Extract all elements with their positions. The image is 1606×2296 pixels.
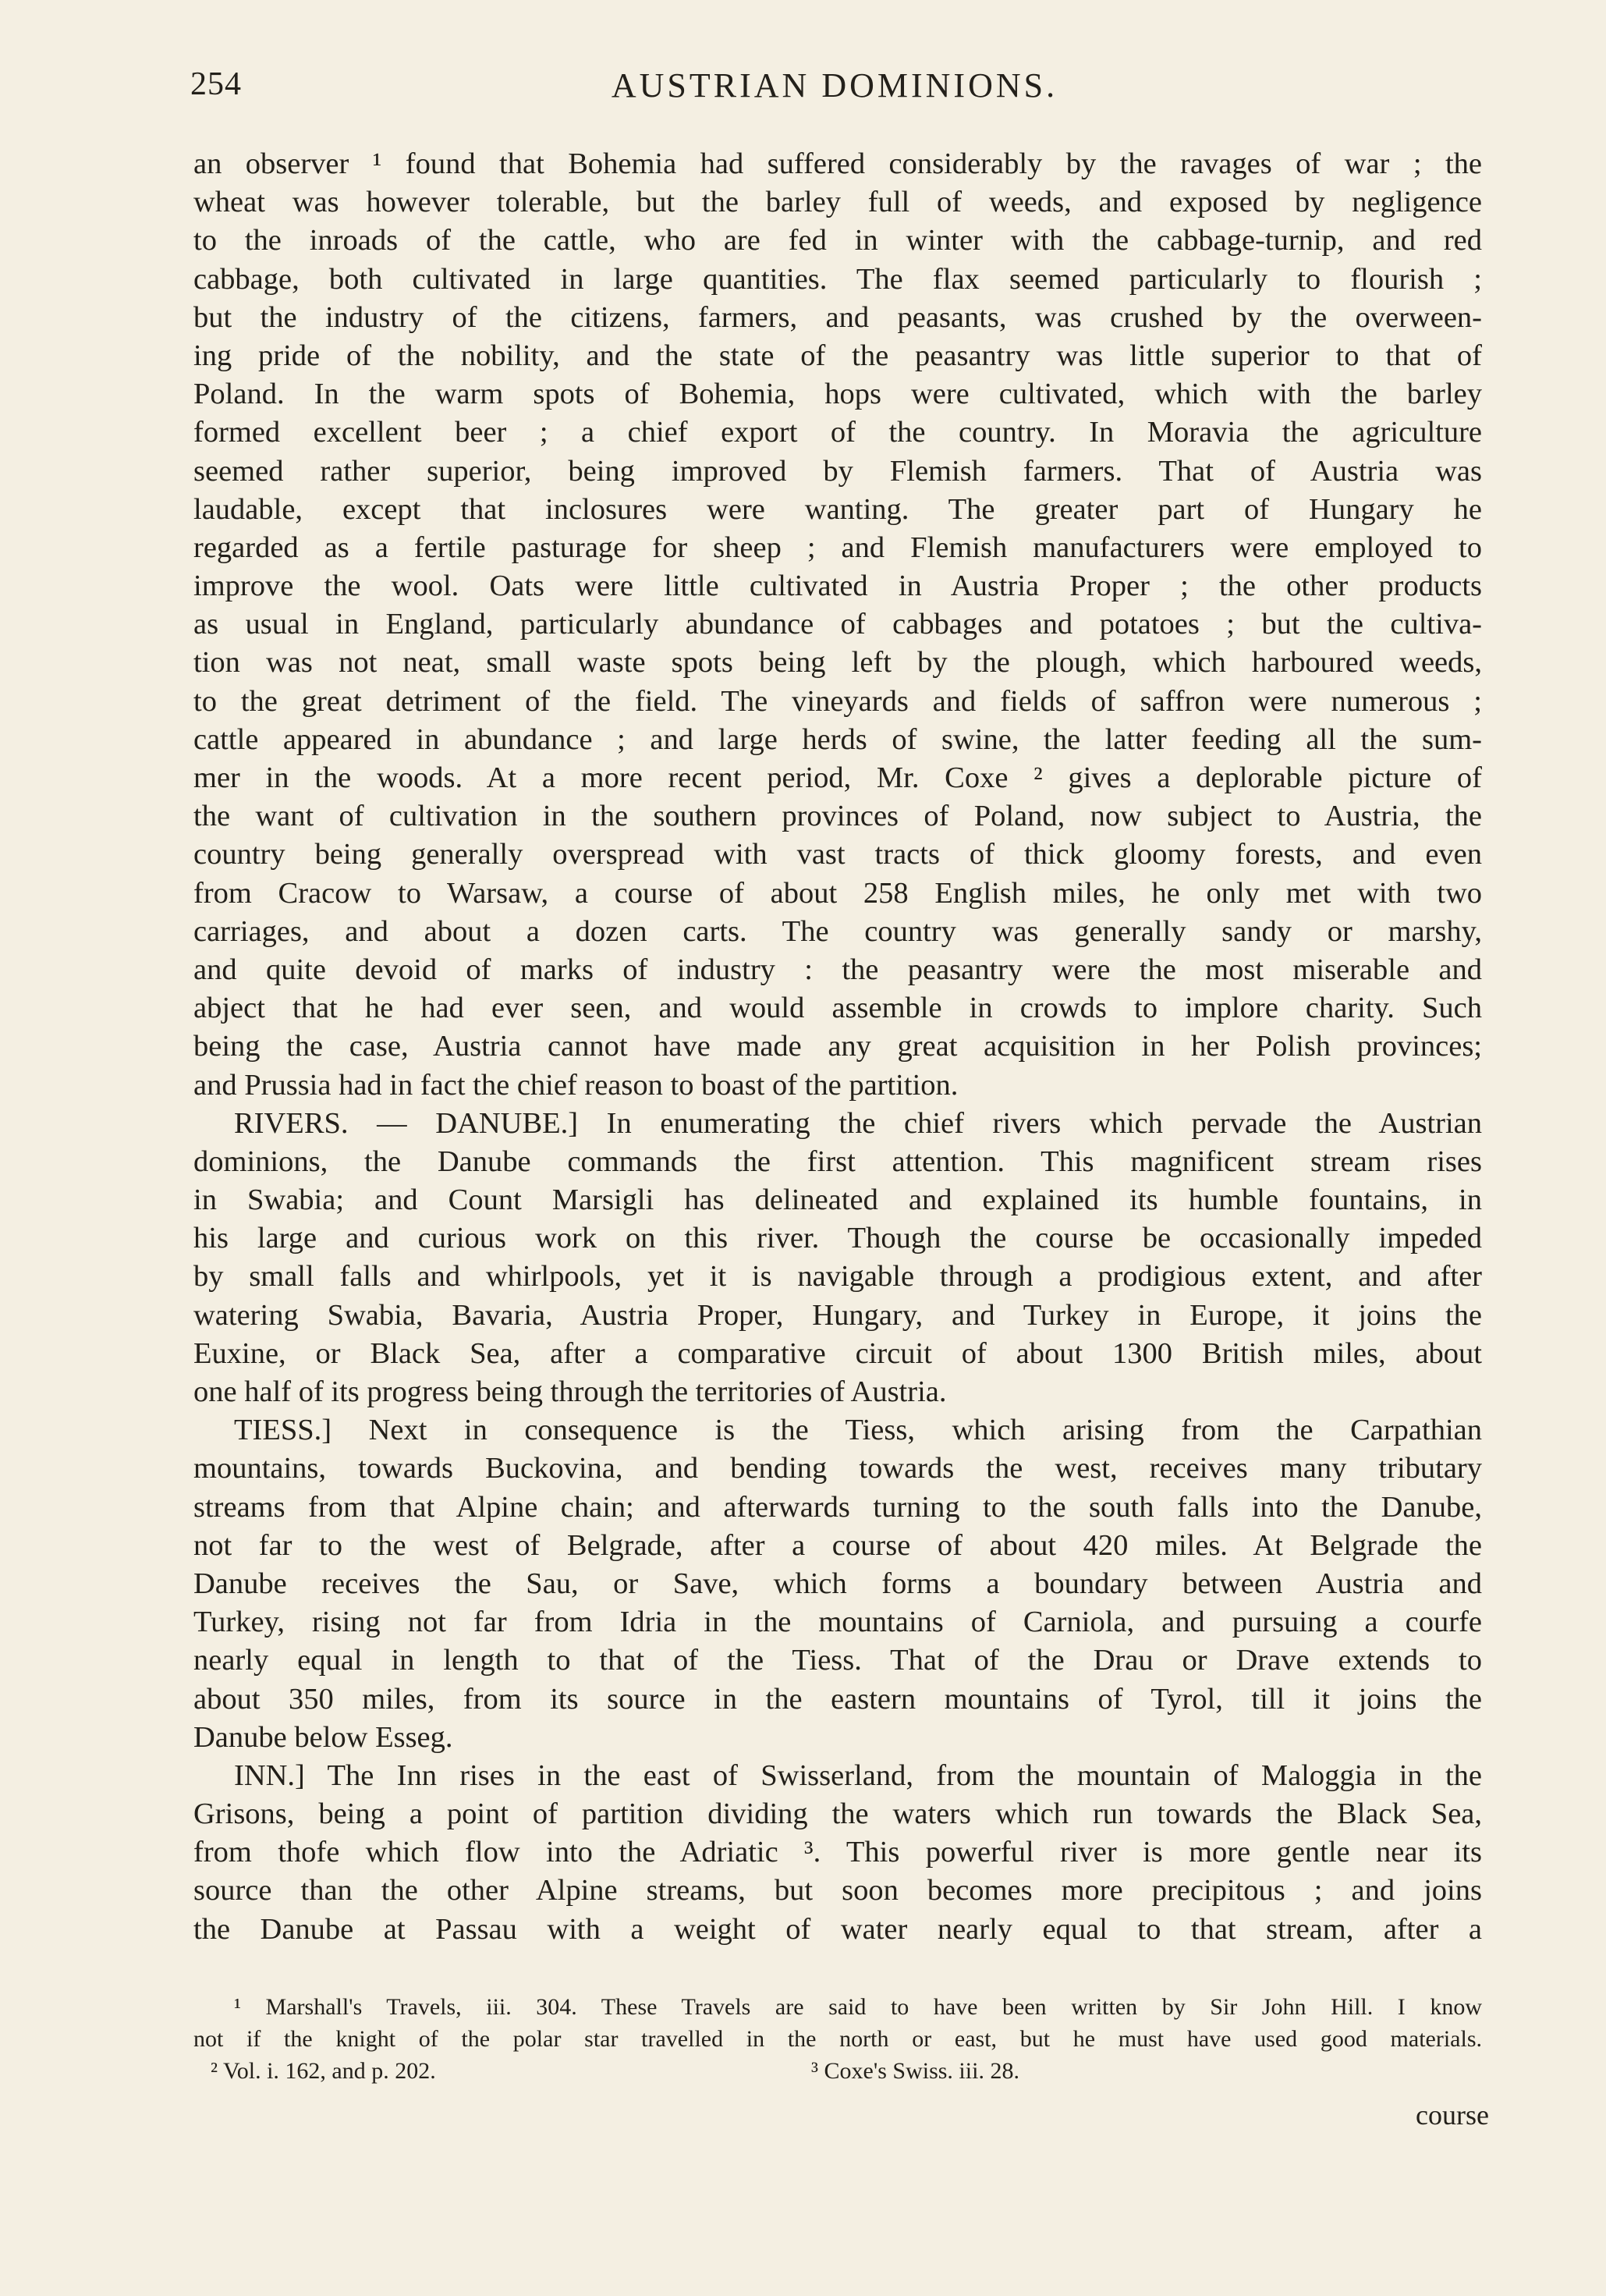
footnote-1-line-2: not if the knight of the polar star travelled in the north or east, but he must have used good materials. bbox=[193, 2026, 1482, 2052]
text-line: one half of its progress being through the territories of Austria. bbox=[193, 1375, 947, 1408]
text-line: watering Swabia, Bavaria, Austria Proper, Hungary, and Turkey in Europe, it joins the bbox=[193, 1298, 1482, 1332]
footnote-2: ² Vol. i. 162, and p. 202. bbox=[211, 2058, 436, 2084]
text-line: improve the wool. Oats were little cultivated in Austria Proper ; the other products bbox=[193, 570, 1482, 603]
text-line: being the case, Austria cannot have made any great acquisition in her Polish provinces; bbox=[193, 1030, 1482, 1063]
text-line: mountains, towards Buckovina, and bending towards the west, receives many tributary bbox=[193, 1452, 1482, 1485]
section-heading-tiess: TIESS.] Next in consequence is the Tiess, which arising from the Carpathian bbox=[234, 1414, 1482, 1447]
text-line: dominions, the Danube commands the first attention. This magnificent stream rises bbox=[193, 1144, 1482, 1178]
text-line: about 350 miles, from its source in the eastern mountains of Tyrol, till it joins the bbox=[193, 1682, 1482, 1716]
text-line: the Danube at Passau with a weight of water nearly equal to that stream, after a bbox=[193, 1912, 1482, 1946]
footnote-3: ³ Coxe's Swiss. iii. 28. bbox=[811, 2058, 1019, 2084]
text-line: Danube below Esseg. bbox=[193, 1720, 453, 1754]
text-line: by small falls and whirlpools, yet it is navigable through a prodigious extent, and after bbox=[193, 1260, 1482, 1293]
text-line: ing pride of the nobility, and the state of the peasantry was little superior to that of bbox=[193, 339, 1482, 372]
page-header bbox=[187, 66, 1482, 120]
text-line: the want of cultivation in the southern provinces of Poland, now subject to Austria, the bbox=[193, 800, 1482, 833]
text-line: wheat was however tolerable, but the barley full of weeds, and exposed by negligence bbox=[193, 186, 1482, 219]
catchword: course bbox=[1416, 2099, 1489, 2131]
footnote-row bbox=[193, 2055, 1482, 2087]
text-line: as usual in England, particularly abundance of cabbages and potatoes ; but the cultiva- bbox=[193, 608, 1482, 641]
text-line: tion was not neat, small waste spots being left by the plough, which harboured weeds, bbox=[193, 646, 1482, 680]
text-line: streams from that Alpine chain; and afterwards turning to the south falls into the Danube, bbox=[193, 1490, 1482, 1524]
section-heading-rivers-danube: RIVERS. — DANUBE.] In enumerating the chief rivers which pervade the Austrian bbox=[234, 1106, 1482, 1140]
text-line: but the industry of the citizens, farmers, and peasants, was crushed by the overween- bbox=[193, 300, 1482, 334]
text-line: source than the other Alpine streams, but soon becomes more precipitous ; and joins bbox=[193, 1874, 1482, 1907]
body-text bbox=[193, 145, 1482, 1949]
text-line: Grisons, being a point of partition dividing the waters which run towards the Black Sea, bbox=[193, 1797, 1482, 1831]
text-line: formed excellent beer ; a chief export of the country. In Moravia the agriculture bbox=[193, 416, 1482, 449]
text-line: not far to the west of Belgrade, after a course of about 420 miles. At Belgrade the bbox=[193, 1528, 1482, 1562]
text-line: regarded as a fertile pasturage for sheep ; and Flemish manufacturers were employed to bbox=[193, 531, 1482, 564]
text-line: cabbage, both cultivated in large quantities. The flax seemed particularly to flourish ; bbox=[193, 262, 1482, 296]
text-line: nearly equal in length to that of the Tiess. That of the Drau or Drave extends to bbox=[193, 1644, 1482, 1677]
text-line: in Swabia; and Count Marsigli has delineated and explained its humble fountains, in bbox=[193, 1183, 1482, 1217]
footnote-1-line-1: ¹ Marshall's Travels, iii. 304. These Travels are said to have been written by Sir John Hill. I know bbox=[234, 1994, 1482, 2020]
text-line: and Prussia had in fact the chief reason to boast of the partition. bbox=[193, 1068, 959, 1102]
text-line: Poland. In the warm spots of Bohemia, hops were cultivated, which with the barley bbox=[193, 378, 1482, 411]
text-line: mer in the woods. At a more recent period, Mr. Coxe ² gives a deplorable picture of bbox=[193, 761, 1482, 794]
text-line: to the inroads of the cattle, who are fed in winter with the cabbage-turnip, and red bbox=[193, 224, 1482, 257]
text-line: Turkey, rising not far from Idria in the mountains of Carniola, and pursuing a courfe bbox=[193, 1606, 1482, 1639]
text-line: from thofe which flow into the Adriatic ³. This powerful river is more gentle near its bbox=[193, 1836, 1482, 1869]
text-line: seemed rather superior, being improved by Flemish farmers. That of Austria was bbox=[193, 454, 1482, 488]
text-line: his large and curious work on this river. Though the course be occasionally impeded bbox=[193, 1222, 1482, 1255]
text-line: cattle appeared in abundance ; and large herds of swine, the latter feeding all the sum- bbox=[193, 722, 1482, 756]
section-heading-inn: INN.] The Inn rises in the east of Swisserland, from the mountain of Maloggia in the bbox=[234, 1758, 1482, 1792]
page-number: 254 bbox=[190, 66, 242, 102]
footnotes bbox=[193, 1991, 1482, 2087]
text-line: laudable, except that inclosures were wanting. The greater part of Hungary he bbox=[193, 492, 1482, 526]
text-line: from Cracow to Warsaw, a course of about 258 English miles, he only met with two bbox=[193, 876, 1482, 910]
text-line: and quite devoid of marks of industry : the peasantry were the most miserable and bbox=[193, 953, 1482, 986]
text-line: Euxine, or Black Sea, after a comparative circuit of about 1300 British miles, about bbox=[193, 1336, 1482, 1370]
text-line: to the great detriment of the field. The vineyards and fields of saffron were numerous ; bbox=[193, 684, 1482, 718]
text-line: carriages, and about a dozen carts. The country was generally sandy or marshy, bbox=[193, 914, 1482, 948]
text-line: country being generally overspread with vast tracts of thick gloomy forests, and even bbox=[193, 838, 1482, 871]
running-head: AUSTRIAN DOMINIONS. bbox=[611, 66, 1058, 105]
text-line: abject that he had ever seen, and would assemble in crowds to implore charity. Such bbox=[193, 992, 1482, 1025]
text-line: an observer ¹ found that Bohemia had suffered considerably by the ravages of war ; the bbox=[193, 147, 1482, 180]
text-line: Danube receives the Sau, or Save, which forms a boundary between Austria and bbox=[193, 1567, 1482, 1600]
